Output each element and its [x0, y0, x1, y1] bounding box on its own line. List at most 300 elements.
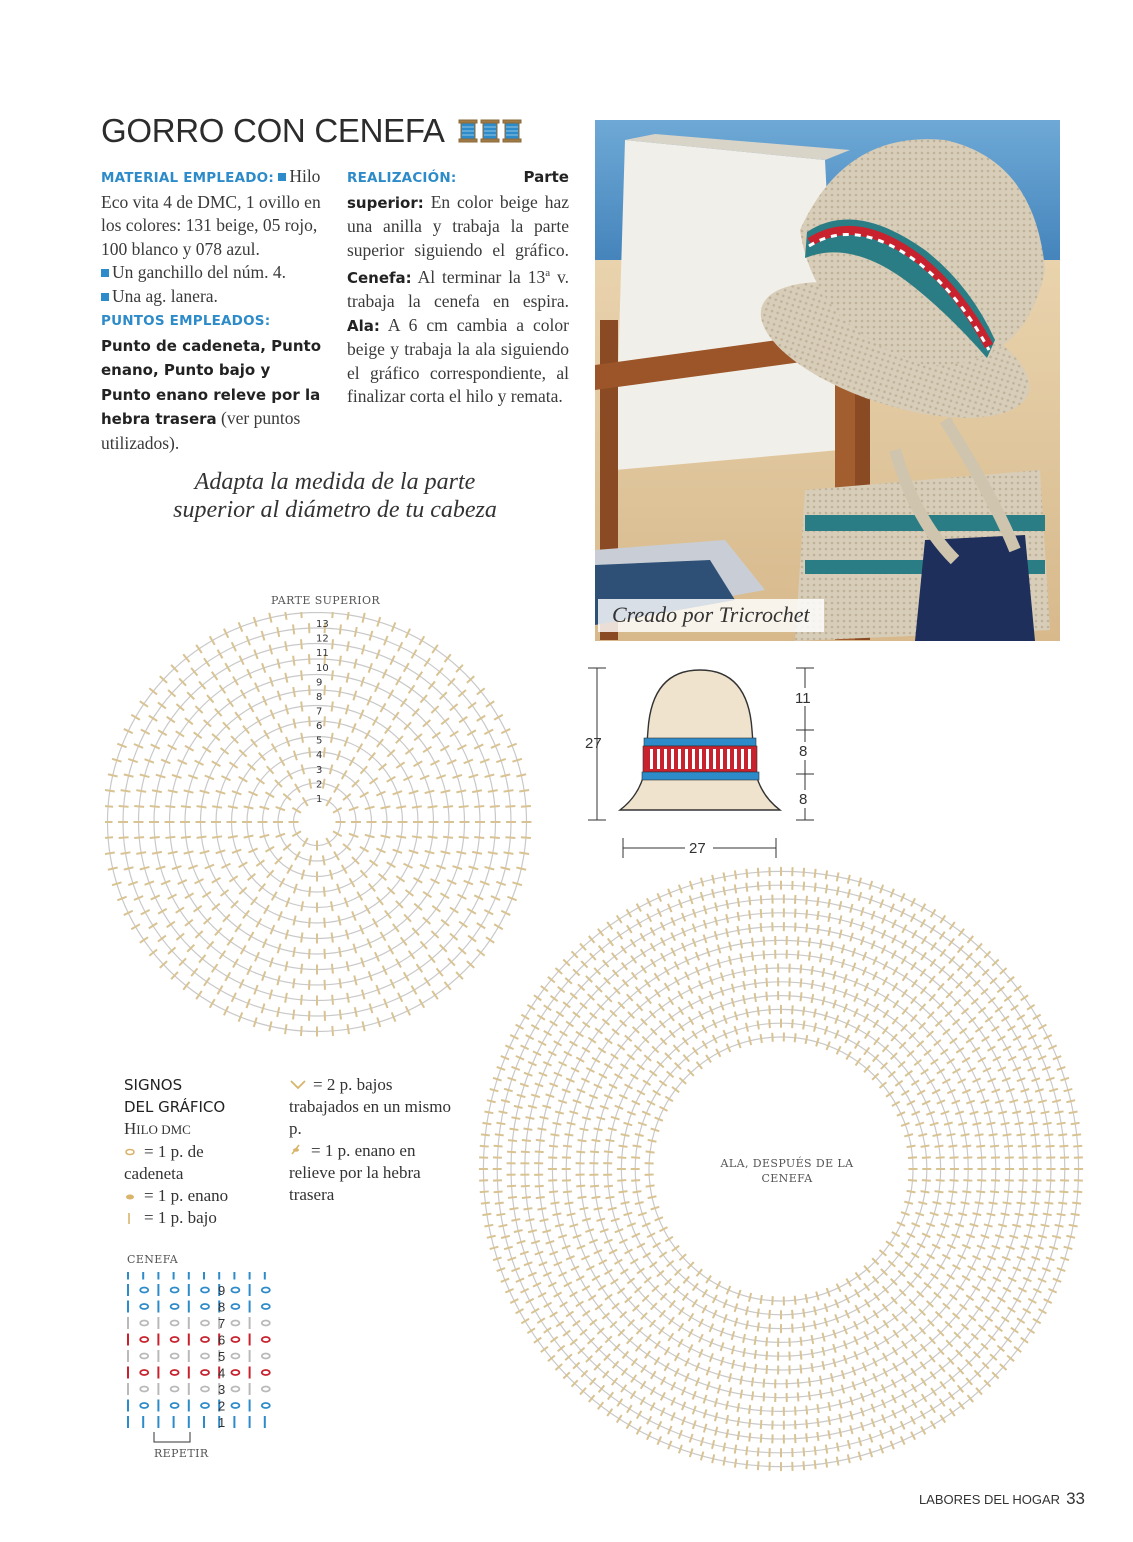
stitch-mark	[191, 668, 197, 676]
stitch-mark	[752, 1377, 753, 1386]
legend-title-2: DEL GRÁFICO	[124, 1098, 226, 1116]
stitch-mark	[661, 922, 665, 930]
stitch-mark	[269, 1021, 271, 1031]
stitch-mark	[743, 1362, 745, 1371]
stitch-mark	[406, 629, 410, 638]
stitch-mark	[735, 1459, 736, 1468]
stitch-mark	[769, 1019, 770, 1028]
stitch-mark	[590, 1320, 597, 1326]
stitch-mark	[643, 1080, 651, 1085]
stitch-mark	[590, 1151, 599, 1152]
stitch-mark	[1018, 1146, 1027, 1147]
stitch-mark	[814, 1321, 816, 1330]
stitch-mark	[630, 1259, 638, 1264]
stitch-mark	[651, 1371, 656, 1379]
stitch-mark	[1009, 1100, 1018, 1103]
stitch-mark	[661, 1408, 665, 1416]
stitch-mark	[738, 1040, 741, 1049]
chain-stitch-icon	[124, 1147, 138, 1157]
stitch-mark	[755, 1350, 756, 1359]
stitch-mark	[864, 998, 868, 1006]
stitch-mark	[812, 994, 814, 1003]
stitch-mark	[636, 987, 642, 994]
ala-label: Ala:	[347, 316, 380, 335]
stitch-mark	[987, 1046, 995, 1050]
stitch-mark	[659, 1252, 666, 1257]
stitch-mark	[417, 964, 423, 972]
stitch-mark	[749, 924, 750, 933]
stitch-mark	[1008, 1026, 1016, 1031]
stitch-mark	[990, 1191, 999, 1192]
stitch-mark	[715, 1398, 717, 1407]
stitch-mark	[501, 1100, 510, 1102]
stitch-mark	[806, 923, 807, 932]
stitch-mark	[1001, 1213, 1010, 1215]
stitch-mark	[573, 1321, 580, 1326]
stitch-mark	[244, 806, 254, 808]
cenefa-sup: a	[545, 267, 551, 279]
stitch-mark	[167, 922, 175, 928]
stitch-mark	[141, 910, 150, 915]
stitch-mark	[998, 1036, 1006, 1041]
stitch-mark	[921, 1264, 928, 1269]
stitch-mark	[706, 1055, 711, 1063]
stitch-mark	[600, 1106, 608, 1109]
stitch-mark	[168, 894, 177, 899]
stitch-mark	[690, 896, 693, 905]
stitch-mark	[758, 882, 759, 891]
stitch-mark	[347, 961, 349, 971]
stitch-mark	[892, 1102, 900, 1106]
stitch-mark	[958, 1123, 967, 1125]
stitch-mark	[184, 851, 194, 853]
stitch-mark	[131, 715, 140, 720]
stitch-mark	[1069, 1111, 1078, 1113]
stitch-mark	[540, 1117, 549, 1119]
stitch-mark	[140, 937, 148, 943]
stitch-mark	[287, 770, 292, 779]
stitch-mark	[839, 930, 841, 939]
stitch-mark	[293, 916, 295, 926]
stitch-mark	[414, 761, 423, 766]
stitch-mark	[256, 860, 264, 866]
stitch-mark	[235, 712, 241, 720]
stitch-mark	[1023, 1309, 1031, 1314]
stitch-mark	[741, 1390, 743, 1399]
stitch-mark	[738, 1431, 739, 1440]
stitch-mark	[493, 1257, 502, 1260]
legend-brand	[124, 1118, 228, 1141]
stitch-mark	[485, 775, 495, 778]
stitch-mark	[828, 927, 830, 936]
stitch-mark	[553, 1123, 562, 1125]
stitch-mark	[732, 984, 734, 993]
sup-text: En color beige haz una anilla y trabaja la parte superior siguiendo el gráfico.	[347, 191, 570, 260]
stitch-mark	[424, 978, 430, 986]
stitch-mark	[1012, 1225, 1021, 1227]
stitch-mark	[1015, 1214, 1024, 1216]
stitch-mark	[647, 1432, 651, 1440]
stitch-mark	[456, 790, 466, 792]
stitch-mark	[617, 1415, 622, 1423]
stitch-mark	[521, 1152, 530, 1153]
stitch-mark	[621, 1202, 630, 1204]
stitch-mark	[204, 658, 210, 666]
stitch-mark	[746, 1023, 748, 1032]
cenefa-stitch	[201, 1337, 209, 1342]
cenefa-chart	[120, 1272, 285, 1452]
stitch-mark	[987, 1287, 995, 1291]
stitch-mark	[633, 1191, 642, 1192]
stitch-mark	[716, 1281, 720, 1289]
stitch-mark	[121, 852, 131, 854]
cenefa-stitch	[231, 1403, 239, 1408]
stitch-mark	[474, 806, 484, 807]
stitch-mark	[537, 1318, 545, 1323]
stitch-mark	[401, 699, 407, 707]
stitch-mark	[625, 1084, 633, 1088]
stitch-mark	[755, 965, 756, 974]
stitch-mark	[664, 1363, 669, 1371]
stitch-mark	[921, 987, 927, 994]
bullet-square-icon	[101, 293, 109, 301]
stitch-mark	[527, 1328, 535, 1333]
stitch-mark	[729, 1373, 731, 1382]
stitch-mark	[482, 1214, 491, 1215]
stitch-mark	[241, 945, 246, 954]
stitch-mark	[902, 1374, 907, 1382]
round-number: 9	[316, 677, 323, 689]
stitch-mark	[595, 1304, 602, 1309]
stitch-mark	[243, 910, 249, 918]
stitch-mark	[917, 1090, 925, 1094]
stitch-mark	[262, 1004, 265, 1014]
stitch-mark	[1057, 1123, 1066, 1124]
stitch-mark	[1017, 1203, 1026, 1204]
stitch-mark	[347, 993, 349, 1003]
stitch-mark	[921, 919, 926, 927]
stitch-mark	[1055, 1225, 1064, 1227]
stitch-mark	[972, 1286, 980, 1291]
stitch-mark	[842, 1385, 844, 1394]
stitch-mark	[1066, 1100, 1075, 1102]
stripe	[650, 749, 653, 769]
stitch-mark	[678, 991, 683, 999]
realizacion-heading: REALIZACIÓN:	[347, 170, 457, 186]
stitch-mark	[932, 1244, 940, 1248]
stitch-mark	[1021, 1246, 1030, 1249]
stripe	[699, 749, 702, 769]
page-title	[101, 112, 522, 152]
stitch-mark	[1041, 1225, 1050, 1227]
stitch-mark	[960, 1028, 967, 1033]
bullet-square-icon	[101, 269, 109, 277]
round-number: 2	[316, 779, 323, 791]
stitch-mark	[450, 907, 458, 912]
stitch-mark	[975, 1027, 982, 1032]
stitch-mark	[548, 1051, 556, 1055]
stitch-mark	[970, 1224, 979, 1227]
stitch-mark	[241, 690, 246, 699]
stitch-mark	[907, 1233, 915, 1237]
stitch-mark	[585, 1229, 594, 1232]
stitch-mark	[409, 850, 419, 853]
stitch-mark	[822, 1347, 824, 1356]
stitch-mark	[825, 1303, 828, 1312]
stitch-mark	[653, 1090, 661, 1095]
stitch-mark	[659, 1081, 666, 1086]
stitch-mark	[580, 1208, 589, 1210]
stitch-mark	[131, 924, 140, 929]
stitch-mark	[459, 922, 467, 928]
stitch-mark	[264, 905, 269, 914]
stitch-mark	[546, 1241, 555, 1244]
stitch-mark	[540, 1219, 549, 1221]
stitch-mark	[941, 1284, 948, 1289]
stitch-mark	[809, 1377, 810, 1386]
stitch-mark	[792, 1005, 793, 1014]
stitch-mark	[908, 1157, 917, 1158]
stitch-mark	[837, 1443, 839, 1452]
stitch-mark	[599, 946, 605, 953]
stitch-mark	[659, 1004, 664, 1011]
stitch-mark	[977, 1180, 986, 1181]
stitch-mark	[228, 836, 238, 838]
stitch-mark	[869, 881, 872, 890]
stitch-mark	[390, 979, 394, 988]
stripe	[664, 749, 667, 769]
stitch-mark	[630, 1074, 638, 1079]
cenefa-stitch	[140, 1337, 148, 1342]
stitch-mark	[355, 627, 357, 637]
stitch-mark	[915, 1123, 924, 1126]
stitch-mark	[795, 1420, 796, 1429]
stitch-mark	[168, 745, 177, 750]
stitch-mark	[723, 887, 725, 896]
stitch-mark	[301, 639, 302, 649]
stitch-mark	[401, 937, 407, 945]
stitch-mark	[472, 790, 482, 792]
stitch-mark	[825, 1012, 828, 1021]
cenefa-stitch	[171, 1304, 179, 1309]
stitch-mark	[715, 1412, 717, 1421]
stitch-mark	[550, 1021, 558, 1026]
stitch-mark	[105, 790, 115, 791]
stitch-mark	[293, 687, 295, 697]
stitch-mark	[635, 1202, 644, 1204]
stitch-mark	[715, 903, 717, 912]
stitch-mark	[1028, 1035, 1036, 1039]
stitch-mark	[726, 914, 728, 923]
stitch-mark	[1064, 1089, 1073, 1091]
stitch-mark	[265, 792, 274, 797]
stitch-mark	[388, 945, 393, 954]
stitch-mark	[637, 1411, 642, 1419]
stitch-mark	[357, 744, 362, 753]
stitch-mark	[196, 991, 202, 999]
stitch-mark	[743, 995, 745, 1004]
stitch-mark	[278, 944, 281, 954]
stitch-mark	[764, 937, 765, 946]
stitch-mark	[537, 1128, 546, 1129]
stitch-mark	[848, 1440, 850, 1449]
stitch-mark	[203, 747, 211, 752]
stitch-mark	[647, 1101, 655, 1105]
stitch-mark	[972, 1213, 981, 1215]
stitch-mark	[833, 1000, 836, 1009]
stitch-mark	[156, 775, 166, 778]
stitch-mark	[1023, 1025, 1031, 1030]
stitch-mark	[850, 1411, 852, 1420]
cenefa-stitch	[262, 1321, 270, 1326]
stitch-mark	[671, 948, 675, 956]
stitch-mark	[505, 806, 515, 807]
stitch-mark	[936, 1157, 945, 1158]
stitch-mark	[669, 1301, 675, 1308]
stitch-mark	[365, 807, 375, 810]
stitch-mark	[631, 1157, 640, 1158]
stitch-mark	[1032, 1146, 1041, 1147]
stitch-mark	[414, 878, 423, 883]
stitch-mark	[576, 1301, 583, 1306]
stitch-mark	[826, 1459, 827, 1468]
stitch-mark	[665, 1347, 670, 1355]
stitch-mark	[699, 1319, 703, 1327]
cenefa-stitch	[201, 1321, 209, 1326]
stitch-mark	[637, 1426, 641, 1434]
stitch-mark	[373, 717, 378, 726]
stitch-mark	[701, 1437, 704, 1446]
stitch-mark	[883, 1368, 887, 1376]
stitch-mark	[340, 1010, 341, 1020]
stitch-mark	[806, 896, 807, 905]
stitch-mark	[726, 1429, 728, 1438]
page-number: 33	[1066, 1489, 1085, 1508]
stitch-mark	[221, 864, 230, 868]
stitch-mark	[594, 1128, 603, 1130]
stitch-mark	[598, 1285, 605, 1290]
stitch-mark	[637, 1268, 644, 1273]
stitch-mark	[521, 1186, 530, 1187]
stitch-mark	[837, 1457, 839, 1466]
stitch-mark	[884, 1336, 889, 1344]
stitch-mark	[1073, 1191, 1082, 1192]
stitch-mark	[1001, 1123, 1010, 1125]
stitch-mark	[195, 761, 204, 765]
stitch-mark	[631, 1180, 640, 1181]
stitch-mark	[1004, 1191, 1013, 1192]
stitch-mark	[516, 1025, 524, 1029]
stitch-mark	[978, 1276, 986, 1280]
stitch-mark	[908, 1180, 917, 1181]
stitch-mark	[1027, 1328, 1035, 1333]
stitch-mark	[930, 1405, 935, 1413]
stitch-mark	[855, 1041, 860, 1049]
stitch-mark	[604, 1186, 613, 1187]
cenefa-stitch	[231, 1304, 239, 1309]
stitch-mark	[526, 1299, 534, 1303]
stitch-mark	[749, 1405, 750, 1414]
stitch-mark	[331, 733, 333, 743]
stitch-mark	[825, 1026, 828, 1035]
stitch-mark	[761, 895, 762, 904]
stitch-mark	[406, 1006, 410, 1015]
stitch-mark	[650, 928, 654, 936]
round-number: 4	[316, 750, 323, 762]
stitch-mark	[803, 1007, 804, 1016]
cenefa-stitch	[201, 1403, 209, 1408]
stitch-mark	[852, 948, 855, 957]
stitch-mark	[582, 1117, 591, 1119]
stitch-mark	[837, 872, 839, 881]
stitch-mark	[912, 1351, 917, 1358]
stitch-mark	[707, 1381, 710, 1390]
stitch-mark	[902, 956, 907, 964]
stitch-mark	[227, 699, 233, 707]
material-hook: Un ganchillo del núm. 4.	[112, 262, 287, 282]
stitch-mark	[590, 1013, 597, 1019]
stitch-mark	[929, 976, 935, 983]
stitch-mark	[1038, 1309, 1046, 1313]
cenefa-stitch	[262, 1387, 270, 1392]
cenefa-stitch	[231, 1321, 239, 1326]
stitch-mark	[592, 1058, 600, 1063]
stitch-mark	[816, 1292, 818, 1301]
cenefa-stitch	[201, 1387, 209, 1392]
stitch-mark	[216, 850, 226, 853]
stitch-mark	[583, 1022, 590, 1027]
stitch-mark	[477, 688, 485, 694]
round-number: 1	[316, 793, 323, 805]
stitch-mark	[755, 1364, 756, 1373]
stitch-mark	[842, 959, 845, 968]
stitch-mark	[1008, 1307, 1016, 1312]
stitch-mark	[340, 624, 341, 634]
stitch-mark	[740, 953, 742, 962]
stitch-mark	[134, 837, 144, 838]
stitch-mark	[978, 1058, 986, 1062]
stitch-mark	[108, 774, 118, 776]
stitch-mark	[701, 1452, 703, 1461]
stitch-mark	[911, 1368, 916, 1376]
round-ring	[232, 737, 403, 908]
stitch-mark	[195, 879, 204, 883]
stitch-mark	[846, 1052, 851, 1060]
stitch-mark	[911, 997, 917, 1004]
stitch-mark	[490, 1089, 499, 1091]
stitch-mark	[798, 950, 799, 959]
stitch-mark	[185, 746, 194, 751]
stitch-mark	[165, 837, 175, 838]
stitch-mark	[874, 1004, 879, 1012]
stripe	[657, 749, 660, 769]
cenefa-stitch	[262, 1403, 270, 1408]
stitch-mark	[833, 971, 835, 980]
stitch-mark	[285, 961, 287, 971]
stitch-mark	[404, 972, 409, 981]
stitch-mark	[423, 892, 431, 897]
stitch-mark	[850, 933, 853, 942]
stitch-mark	[365, 905, 370, 914]
stitch-mark	[861, 907, 864, 916]
cenefa-stitch	[140, 1321, 148, 1326]
stitch-mark	[962, 1058, 970, 1063]
stitch-mark	[766, 1337, 767, 1346]
stitch-mark	[960, 1304, 967, 1309]
legend-cadeneta-2: cadeneta	[124, 1164, 184, 1183]
stitch-mark	[590, 1186, 599, 1187]
stitch-mark	[243, 726, 249, 734]
